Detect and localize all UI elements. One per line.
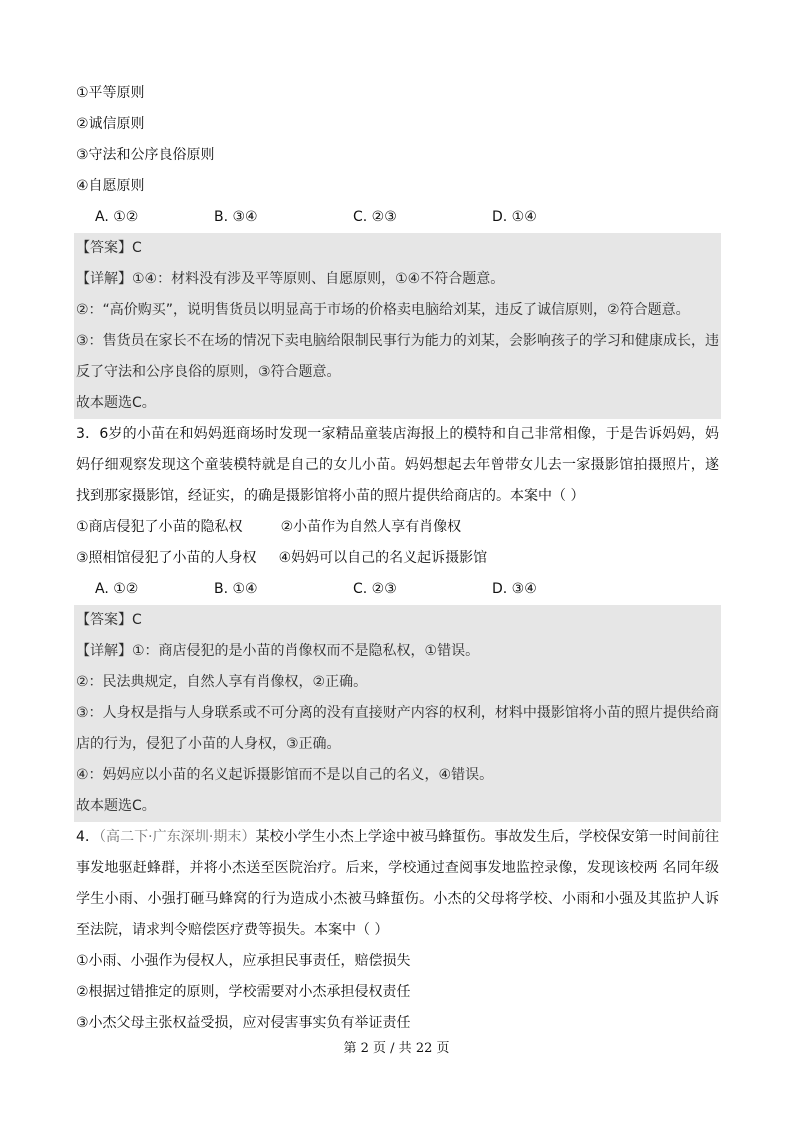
q3-option: ④妈妈可以自己的名义起诉摄影馆 <box>278 550 488 566</box>
q4-source: （高二下·广东深圳·期末） <box>99 829 256 845</box>
q3-answer: 【答案】C <box>76 612 142 628</box>
q3-option: ②小苗作为自然人享有肖像权 <box>280 519 462 535</box>
q3-option: ③照相馆侵犯了小苗的人身权 <box>76 550 257 566</box>
q4-option: ②根据过错推定的原则，学校需要对小杰承担侵权责任 <box>76 984 411 1000</box>
q2-answer: 【答案】C <box>76 240 142 256</box>
q4-number: 4． <box>76 829 99 845</box>
q4-stem: 某校小学生小杰上学途中被马蜂蜇伤。事故发生后，学校保安第一时间前往事发地驱赶蜂群，并将小杰送至医院治疗。后来，学校通过查阅事发地监控录像，发现该校两 名同年级学生小雨、小强打砸马蜂窝的行为造成小杰被马蜂蜇伤。小杰的父母将学校、小雨和小强及其监护人诉至法院，请求判令赔偿医疗费等损失。本案中（ ） <box>76 829 719 938</box>
q2-choice-d: D. ①④ <box>492 209 537 225</box>
q2-choice-c: C. ②③ <box>353 209 397 225</box>
q3-stem: 3．6岁的小苗在和妈妈逛商场时发现一家精品童装店海报上的模特和自己非常相像，于是告诉妈妈，妈妈仔细观察发现这个童装模特就是自己的女儿小苗。妈妈想起去年曾带女儿去一家摄影馆拍摄照片，遂找到那家摄影馆，经证实，的确是摄影馆将小苗的照片提供给商店的。本案中（ ） <box>76 426 719 504</box>
q3-detail-line: 【详解】①：商店侵犯的是小苗的肖像权而不是隐私权，①错误。 <box>76 643 480 659</box>
q2-conclusion: 故本题选C。 <box>76 395 156 411</box>
q2-detail-line: 【详解】①④：材料没有涉及平等原则、自愿原则，①④不符合题意。 <box>76 271 505 287</box>
q4-option: ①小雨、小强作为侵权人，应承担民事责任，赔偿损失 <box>76 953 411 969</box>
q2-option: ①平等原则 <box>76 85 145 101</box>
q2-detail-line: ②：“高价购买”，说明售货员以明显高于市场的价格卖电脑给刘某，违反了诚信原则，②符合题意。 <box>76 302 690 318</box>
q3-detail-line: ②：民法典规定，自然人享有肖像权，②正确。 <box>76 674 368 690</box>
q4-option: ③小杰父母主张权益受损，应对侵害事实负有举证责任 <box>76 1015 411 1031</box>
page-footer: 第 2 页 / 共 22 页 <box>343 1041 450 1056</box>
q3-option: ①商店侵犯了小苗的隐私权 <box>76 519 243 535</box>
q2-answer-block <box>74 233 721 419</box>
q2-option: ②诚信原则 <box>76 116 145 132</box>
q3-detail-line: ④：妈妈应以小苗的名义起诉摄影馆而不是以自己的名义，④错误。 <box>76 767 494 783</box>
q3-choice-b: B. ①④ <box>214 581 258 597</box>
q3-choice-d: D. ③④ <box>492 581 537 597</box>
q3-detail-line: ③：人身权是指与人身联系或不可分离的没有直接财产内容的权利，材料中摄影馆将小苗的照片提供给商店的行为，侵犯了小苗的人身权，③正确。 <box>76 705 719 752</box>
q3-choices <box>76 574 719 605</box>
q3-option-row <box>76 512 719 543</box>
q3-choice-a: A. ①② <box>95 581 139 597</box>
q2-option: ④自愿原则 <box>76 178 145 194</box>
q4-stem-block <box>76 822 719 946</box>
q2-choice-a: A. ①② <box>95 209 139 225</box>
q3-choice-c: C. ②③ <box>353 581 397 597</box>
q3-answer-block <box>74 605 721 822</box>
q3-conclusion: 故本题选C。 <box>76 798 156 814</box>
q2-choices <box>76 202 719 233</box>
q3-option-row <box>76 543 719 574</box>
q2-detail-line: ③：售货员在家长不在场的情况下卖电脑给限制民事行为能力的刘某，会影响孩子的学习和健康成长，违反了守法和公序良俗的原则，③符合题意。 <box>76 333 719 380</box>
q2-choice-b: B. ③④ <box>214 209 258 225</box>
page-content <box>76 78 719 1039</box>
q2-option: ③守法和公序良俗原则 <box>76 147 215 163</box>
